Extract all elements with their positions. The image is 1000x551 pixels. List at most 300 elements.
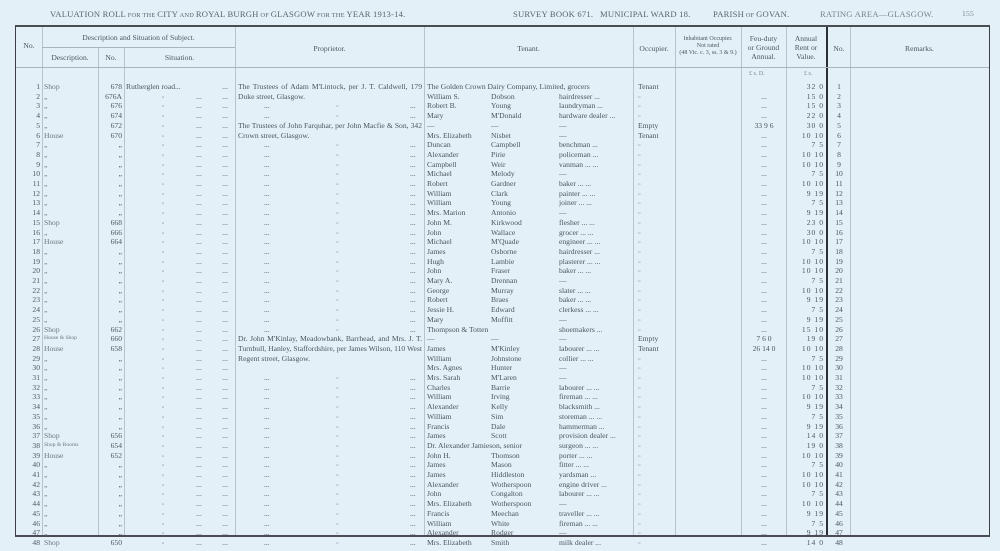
row-situation-dots: ...	[222, 314, 228, 324]
row-tenant-forename: John	[427, 227, 442, 237]
row-tenant-occupation: fitter ... ...	[559, 460, 589, 470]
row-number: 1	[36, 82, 40, 91]
row-feu-duty: ...	[761, 518, 767, 528]
rating-area: RATING AREA—GLASGOW.	[820, 9, 934, 19]
row-situation-dots: ...	[196, 120, 202, 130]
row-situation-dots: ...	[222, 169, 228, 179]
row-number-right: 40	[835, 460, 843, 470]
row-tenant-occupation: engine driver ...	[559, 479, 607, 489]
row-proprietor-dots: ...	[410, 402, 416, 412]
row-proprietor-dots: ...	[264, 411, 270, 421]
row-proprietor-dots: ...	[264, 179, 270, 188]
row-annual-rent: 7 5	[811, 518, 824, 528]
row-proprietor-dots: ...	[264, 237, 270, 247]
row-street-number: „	[118, 508, 122, 518]
row-number-right: 36	[835, 421, 843, 431]
valuation-table	[15, 25, 990, 547]
row-number: 14	[32, 208, 40, 218]
row-description: House & Shop	[44, 335, 77, 342]
row-occupier: „	[638, 228, 641, 235]
row-proprietor-dots: ...	[264, 421, 270, 431]
row-proprietor-ditto: „	[336, 180, 339, 186]
row-proprietor-dots: ...	[264, 101, 270, 111]
row-proprietor-dots: ...	[410, 256, 416, 266]
row-number: 31	[32, 373, 40, 382]
row-feu-duty: ...	[761, 373, 767, 382]
row-occupier: „	[638, 441, 641, 448]
row-description: „	[44, 91, 48, 101]
row-proprietor-ditto: „	[336, 441, 339, 448]
title-part: ROYAL BURGH	[195, 9, 259, 19]
row-proprietor-dots: ...	[264, 324, 270, 334]
row-feu-duty: ...	[761, 460, 767, 470]
row-number: 29	[32, 353, 40, 363]
row-tenant-occupation: fireman ... ...	[559, 392, 598, 402]
row-annual-rent: 10 10	[801, 343, 824, 353]
row-situation-dots: ...	[196, 324, 202, 334]
row-description: Shop	[44, 537, 60, 547]
row-description: House	[44, 237, 64, 247]
row-number-right: 11	[835, 179, 843, 188]
table-row	[16, 218, 991, 228]
row-description: „	[44, 120, 48, 130]
row-situation-dots: ...	[222, 450, 228, 460]
title-part: GLASGOW	[270, 9, 316, 19]
row-situation-dots: ...	[196, 450, 202, 460]
header-annual-line3: Value.	[796, 52, 816, 61]
row-tenant-occupation: fireman ... ...	[559, 518, 598, 528]
row-description: „	[44, 518, 48, 528]
table-row	[16, 286, 991, 296]
row-proprietor-dots: ...	[264, 217, 270, 227]
row-number: 28	[32, 343, 40, 353]
row-proprietor-dots: ...	[264, 392, 270, 402]
row-annual-rent: 9 19	[806, 508, 824, 518]
table-row	[16, 266, 991, 276]
row-proprietor-dots: ...	[264, 314, 270, 324]
row-feu-duty: ...	[761, 363, 767, 373]
row-tenant-surname: Dale	[491, 421, 506, 431]
row-tenant-occupation: baker ... ...	[559, 295, 592, 305]
row-tenant-forename: John	[427, 489, 442, 499]
row-number-right: 6	[837, 130, 841, 140]
row-annual-rent: 7 5	[811, 276, 824, 285]
row-tenant-surname: Kelly	[491, 402, 508, 412]
row-situation-dots: ...	[196, 91, 202, 101]
row-feu-duty: ...	[761, 179, 767, 188]
row-situation-dots: ...	[196, 499, 202, 509]
row-tenant-surname: Drennan	[491, 276, 518, 285]
row-situation-ditto: „	[161, 461, 165, 468]
row-annual-rent: 9 19	[806, 421, 824, 431]
row-number-right: 42	[835, 479, 843, 489]
row-annual-rent: 15 0	[806, 91, 824, 101]
row-feu-duty: ...	[761, 159, 767, 169]
row-street-number: „	[118, 295, 122, 305]
row-feu-duty: ...	[761, 305, 767, 315]
row-number-right: 28	[835, 343, 843, 353]
row-tenant-surname: Young	[491, 198, 511, 208]
row-annual-rent: 15 10	[801, 324, 824, 334]
table-row	[16, 131, 991, 141]
row-description: „	[44, 305, 48, 315]
row-situation-ditto: „	[161, 131, 165, 138]
header-no-right: No.	[833, 44, 845, 53]
row-situation-ditto: „	[161, 335, 165, 342]
row-street-number: „	[118, 169, 122, 179]
row-number: 21	[32, 276, 40, 285]
row-number-right: 23	[835, 295, 843, 305]
row-tenant-forename: William	[427, 411, 452, 421]
survey-book: SURVEY BOOK 671.	[513, 9, 594, 19]
row-occupier: „	[638, 393, 641, 400]
header-remarks: Remarks.	[905, 44, 934, 53]
row-number-right: 32	[835, 382, 843, 392]
row-tenant-occupation: —	[559, 334, 567, 344]
row-number: 7	[36, 140, 40, 150]
row-proprietor-dots: ...	[410, 508, 416, 518]
row-tenant-forename: James	[427, 460, 446, 470]
page-number: 155	[962, 9, 974, 18]
row-description: „	[44, 149, 48, 159]
row-annual-rent: 7 5	[811, 489, 824, 499]
row-street-number: 662	[110, 324, 122, 334]
header-rule	[16, 67, 989, 68]
row-street-number: „	[118, 382, 122, 392]
row-situation-dots: ...	[222, 101, 228, 111]
row-tenant-occupation: —	[559, 276, 567, 285]
row-feu-duty: ...	[761, 91, 767, 101]
row-tenant-forename: James	[427, 246, 446, 256]
table-row	[16, 111, 991, 121]
row-description: „	[44, 101, 48, 111]
row-proprietor-ditto: „	[336, 432, 339, 439]
row-situation-ditto: „	[161, 509, 165, 516]
row-street-number: 678	[110, 82, 122, 91]
row-street-number: 672	[110, 120, 122, 130]
row-annual-rent: 19 0	[806, 440, 824, 450]
row-number-right: 12	[835, 188, 843, 198]
row-proprietor-dots: ...	[410, 237, 416, 247]
row-feu-duty: ...	[761, 324, 767, 334]
row-situation-dots: ...	[196, 237, 202, 247]
row-situation-dots: ...	[196, 479, 202, 489]
row-tenant-surname: Gardner	[491, 179, 516, 188]
row-situation-dots: ...	[196, 140, 202, 150]
row-situation-dots: ...	[196, 179, 202, 188]
row-feu-duty: ...	[761, 411, 767, 421]
row-proprietor-dots: ...	[410, 537, 416, 547]
row-description: „	[44, 159, 48, 169]
row-proprietor-dots: ...	[410, 266, 416, 276]
row-situation-ditto: „	[161, 354, 165, 361]
row-number: 4	[36, 111, 40, 121]
row-number: 36	[32, 421, 40, 431]
row-situation-dots: ...	[222, 479, 228, 489]
row-annual-rent: 9 19	[806, 188, 824, 198]
row-proprietor-dots: ...	[264, 382, 270, 392]
row-number: 23	[32, 295, 40, 305]
row-street-number: „	[118, 402, 122, 412]
row-tenant-forename: James	[427, 431, 446, 441]
row-occupier: Tenant	[638, 82, 659, 91]
row-situation-ditto: „	[161, 432, 165, 439]
row-tenant-surname: —	[491, 334, 499, 344]
row-occupier: „	[638, 354, 641, 361]
row-situation-ditto: „	[161, 199, 165, 206]
row-tenant-surname: Smith	[491, 537, 510, 547]
table-row	[16, 228, 991, 238]
row-occupier: „	[638, 500, 641, 507]
title-part: OF	[258, 12, 271, 19]
row-situation-ditto: „	[161, 238, 165, 245]
row-number-right: 24	[835, 305, 843, 315]
row-occupier: „	[638, 490, 641, 497]
row-number: 24	[32, 305, 40, 315]
row-tenant-forename: James	[427, 470, 446, 479]
row-annual-rent: 30 0	[806, 120, 824, 130]
row-proprietor-ditto: „	[336, 102, 339, 109]
row-annual-rent: 9 19	[806, 528, 824, 538]
row-situation-ditto: „	[161, 150, 165, 157]
row-situation-dots: ...	[222, 140, 228, 150]
row-situation-dots: ...	[196, 518, 202, 528]
row-tenant-forename: Duncan	[427, 140, 451, 150]
row-feu-duty: 7 6 0	[756, 334, 772, 344]
row-annual-rent: 9 19	[806, 295, 824, 305]
row-tenant-surname: Fraser	[491, 266, 510, 276]
row-proprietor-dots: ...	[264, 537, 270, 547]
table-row	[16, 528, 991, 538]
row-feu-duty: ...	[761, 149, 767, 159]
table-row	[16, 451, 991, 461]
row-proprietor-dots: ...	[264, 373, 270, 382]
row-description: Shop	[44, 324, 60, 334]
row-tenant-forename: Robert B.	[427, 101, 457, 111]
row-proprietor-ditto: „	[336, 277, 339, 283]
row-number-right: 43	[835, 489, 843, 499]
row-tenant-forename: Mrs. Marion	[427, 208, 466, 218]
row-street-number: „	[118, 460, 122, 470]
row-tenant-surname: M'Quade	[491, 237, 519, 247]
row-tenant-forename: George	[427, 285, 450, 295]
row-situation-dots: ...	[222, 392, 228, 402]
row-street-number: „	[118, 140, 122, 150]
row-number: 6	[36, 130, 40, 140]
row-proprietor-dots: ...	[264, 402, 270, 412]
row-situation-ditto: „	[161, 228, 165, 235]
row-tenant-occupation: hardware dealer ...	[559, 111, 616, 121]
row-tenant-forename: William S.	[427, 91, 460, 101]
parish-name: GOVAN.	[756, 9, 790, 19]
row-proprietor-dots: ...	[410, 373, 416, 382]
row-proprietor-ditto: „	[336, 471, 339, 477]
row-situation-ditto: „	[161, 480, 165, 487]
row-description: „	[44, 140, 48, 150]
row-situation-dots: ...	[222, 111, 228, 121]
row-proprietor-dots: ...	[264, 440, 270, 450]
row-proprietor-dots: ...	[264, 198, 270, 208]
row-occupier: Tenant	[638, 130, 659, 140]
row-number-right: 41	[835, 470, 843, 479]
row-proprietor-dots: ...	[264, 246, 270, 256]
row-tenant-surname: Scott	[491, 431, 507, 441]
row-number: 46	[32, 518, 40, 528]
row-occupier: „	[638, 529, 641, 536]
row-proprietor-dots: ...	[264, 256, 270, 266]
row-street-number: „	[118, 188, 122, 198]
row-feu-duty: ...	[761, 276, 767, 285]
table-row	[16, 295, 991, 305]
row-feu-duty: ...	[761, 528, 767, 538]
row-feu-duty: ...	[761, 508, 767, 518]
row-number: 25	[32, 314, 40, 324]
row-proprietor-dots: ...	[264, 188, 270, 198]
row-situation-ditto: „	[161, 441, 165, 448]
row-number: 47	[32, 528, 40, 538]
row-number-right: 26	[835, 324, 843, 334]
row-tenant-occupation: —	[559, 314, 567, 324]
row-number-right: 38	[835, 440, 843, 450]
row-tenant-forename: —	[427, 120, 435, 130]
row-street-number: „	[118, 246, 122, 256]
row-situation-dots: ...	[196, 159, 202, 169]
row-tenant-occupation: storeman ... ...	[559, 411, 603, 421]
row-number-right: 27	[835, 334, 843, 344]
row-description: „	[44, 411, 48, 421]
row-number: 37	[32, 431, 40, 441]
row-tenant-forename: Alexander	[427, 402, 459, 412]
row-situation-dots: ...	[222, 305, 228, 315]
row-situation-ditto: „	[161, 451, 165, 458]
row-tenant-occupation: hairdresser ...	[559, 246, 600, 256]
row-street-number: „	[118, 470, 122, 479]
row-annual-rent: 10 10	[801, 130, 824, 140]
table-row	[16, 160, 991, 170]
table-row	[16, 538, 991, 548]
row-number-right: 13	[835, 198, 843, 208]
row-street-number: „	[118, 198, 122, 208]
row-tenant-surname: Mason	[491, 460, 512, 470]
row-occupier: „	[638, 180, 641, 186]
row-proprietor-ditto: „	[336, 325, 339, 332]
header-description: Description.	[51, 53, 89, 62]
row-situation-dots: ...	[196, 256, 202, 266]
row-tenant-occupation: painter ... ...	[559, 188, 596, 198]
row-proprietor-dots: ...	[410, 470, 416, 479]
row-street-number: 676A	[105, 91, 122, 101]
row-tenant-occupation: labourer ... ...	[559, 343, 600, 353]
row-situation-dots: ...	[196, 188, 202, 198]
row-situation-dots: ...	[196, 353, 202, 363]
row-situation-ditto: „	[161, 102, 165, 109]
row-number: 2	[36, 91, 40, 101]
row-tenant-occupation: grocer ... ...	[559, 227, 594, 237]
row-annual-rent: 14 0	[806, 537, 824, 547]
row-number: 19	[32, 256, 40, 266]
row-proprietor-ditto: „	[336, 412, 339, 419]
row-number-right: 17	[835, 237, 843, 247]
header-inhabitant	[675, 36, 741, 57]
row-street-number: 654	[110, 440, 122, 450]
title-part: FOR THE	[125, 12, 158, 19]
row-proprietor-dots: ...	[264, 208, 270, 218]
row-tenant-occupation: slater ... ...	[559, 285, 591, 295]
row-description: „	[44, 256, 48, 266]
table-row	[16, 82, 991, 92]
table-row	[16, 189, 991, 199]
row-situation-dots: ...	[196, 382, 202, 392]
row-description: Shop	[44, 82, 60, 91]
row-proprietor-ditto: „	[336, 383, 339, 390]
row-situation-dots: ...	[222, 82, 228, 91]
table-row	[16, 373, 991, 383]
row-situation-dots: ...	[196, 373, 202, 382]
row-tenant-forename: William	[427, 353, 452, 363]
row-feu-duty: ...	[761, 499, 767, 509]
row-annual-rent: 7 5	[811, 246, 824, 256]
row-proprietor-ditto: „	[336, 529, 339, 536]
row-street-number: „	[118, 149, 122, 159]
row-street-number: 650	[110, 537, 122, 547]
row-situation-dots: ...	[222, 460, 228, 470]
table-row	[16, 422, 991, 432]
header-annual-line2: Rent or	[794, 43, 818, 52]
row-situation-dots: ...	[222, 91, 228, 101]
row-proprietor-ditto: „	[336, 296, 339, 303]
row-tenant-occupation: laundryman ...	[559, 101, 603, 111]
row-tenant-name: The Golden Crown Dairy Company, Limited, grocers	[427, 82, 590, 91]
table-row	[16, 383, 991, 393]
row-proprietor-ditto: „	[336, 480, 339, 487]
row-occupier: „	[638, 422, 641, 429]
row-proprietor-ditto: „	[336, 228, 339, 235]
row-proprietor-ditto: „	[336, 393, 339, 400]
row-annual-rent: 10 10	[801, 237, 824, 247]
row-tenant-surname: Hiddleston	[491, 470, 525, 479]
row-situation-ditto: „	[161, 286, 165, 293]
row-street-number: „	[118, 353, 122, 363]
row-occupier: „	[638, 412, 641, 419]
row-tenant-surname: Braes	[491, 295, 509, 305]
row-situation-ditto: „	[161, 209, 165, 216]
row-description: „	[44, 169, 48, 179]
row-proprietor-dots: ...	[264, 450, 270, 460]
row-proprietor-dots: ...	[410, 421, 416, 431]
row-tenant-surname: Rodger	[491, 528, 514, 538]
row-description: „	[44, 295, 48, 305]
row-number: 3	[36, 101, 40, 111]
row-occupier: „	[638, 374, 641, 380]
row-situation-ditto: „	[161, 112, 165, 119]
row-occupier: „	[638, 150, 641, 157]
row-number: 27	[32, 334, 40, 344]
row-number: 42	[32, 479, 40, 489]
row-tenant-surname: Edward	[491, 305, 515, 315]
row-feu-duty: ...	[761, 237, 767, 247]
table-row	[16, 402, 991, 412]
table-row	[16, 480, 991, 490]
row-situation-ditto: „	[161, 160, 165, 167]
row-number-right: 5	[837, 120, 841, 130]
row-number-right: 44	[835, 499, 843, 509]
row-proprietor-ditto: „	[336, 199, 339, 206]
row-situation-dots: ...	[196, 227, 202, 237]
table-row	[16, 363, 991, 373]
row-situation-ditto: „	[161, 490, 165, 497]
row-occupier: „	[638, 325, 641, 332]
row-proprietor-dots: ...	[264, 460, 270, 470]
